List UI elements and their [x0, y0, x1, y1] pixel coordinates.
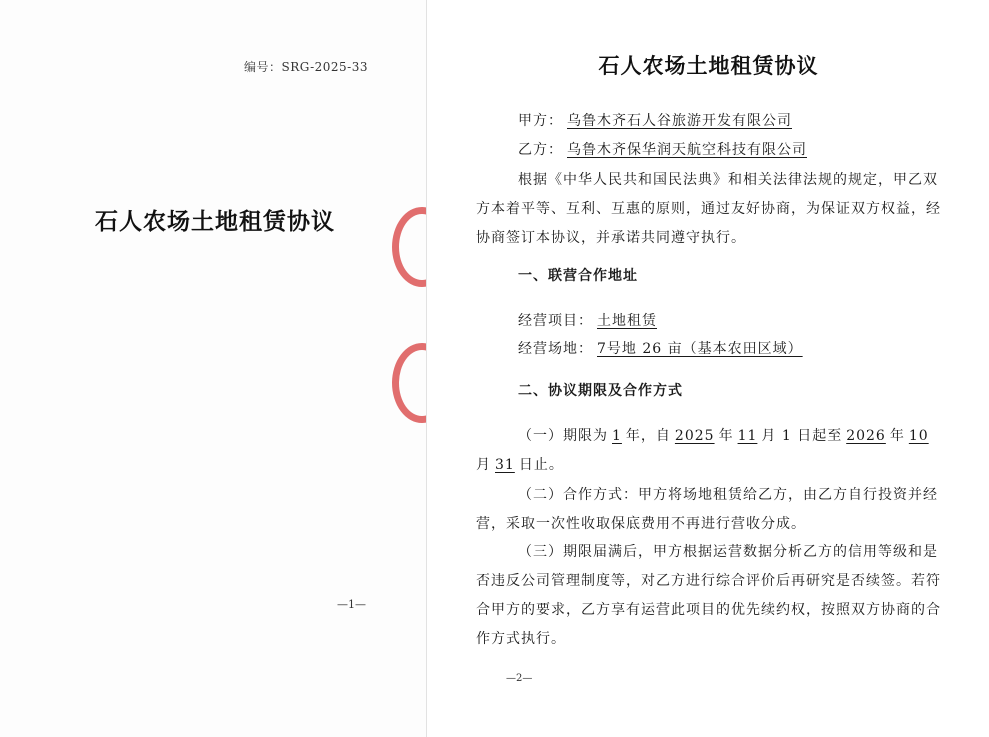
party-a-line: [518, 107, 938, 136]
term-end-year: 2026: [846, 428, 886, 444]
document-number: 编号：SRG-2025-33: [244, 60, 368, 74]
agreement-title: 石人农场土地租赁协议: [598, 53, 819, 78]
clause-3-paragraph: （三）期限届满后，甲方根据运营数据分析乙方的信用等级和是否违反公司管理制度等，对乙方进行综合评价后再研究是否续签。若符合甲方的要求，乙方享有运营此项目的优先续约权，按照双方协商的合作方式执行。: [476, 544, 941, 647]
term-text: 日止。: [518, 457, 564, 473]
term-start-month: 11: [737, 428, 758, 444]
section-heading-1: 一、联营合作地址: [518, 268, 638, 284]
site-value: 7号地 26 亩（基本农田区域）: [597, 341, 803, 357]
term-start-year: 2025: [674, 428, 715, 444]
term-paragraph: [476, 422, 941, 480]
project-label: 经营项目：: [518, 313, 593, 329]
term-text: 年: [718, 428, 734, 444]
site-label: 经营场地：: [518, 341, 593, 357]
term-text: 月 1 日起至: [761, 428, 843, 444]
clause-2-paragraph: （二）合作方式：甲方将场地租赁给乙方，由乙方自行投资并经营，采取一次性收取保底费用不再进行营收分成。: [476, 487, 938, 532]
project-value: 土地租赁: [597, 313, 657, 329]
site-line: [518, 335, 938, 364]
page-number: —2—: [506, 673, 533, 684]
preamble-paragraph: 根据《中华人民共和国民法典》和相关法律法规的规定，甲乙双方本着平等、互利、互惠的原则，通过友好协商，为保证双方权益，经协商签订本协议，并承诺共同遵守执行。: [476, 172, 941, 246]
term-end-month: 10: [908, 428, 929, 444]
party-b-line: [518, 136, 938, 165]
term-text: 月: [476, 457, 491, 473]
party-b-label: 乙方：: [518, 142, 563, 158]
party-b-name: 乌鲁木齐保华润天航空科技有限公司: [567, 142, 807, 158]
document-page-left: [0, 0, 427, 737]
project-line: [518, 307, 938, 336]
party-a-name: 乌鲁木齐石人谷旅游开发有限公司: [567, 113, 792, 129]
term-text: （一）期限为: [518, 428, 608, 444]
term-text: 年，自: [625, 428, 671, 444]
party-a-label: 甲方：: [518, 113, 563, 129]
term-years: 1: [612, 428, 622, 444]
red-seal-stamp: [392, 343, 427, 423]
term-end-day: 31: [495, 457, 515, 473]
red-seal-stamp: [392, 207, 427, 287]
document-page-right: [428, 0, 989, 737]
page-number: —1—: [337, 598, 366, 611]
cover-title: 石人农场土地租赁协议: [95, 208, 335, 235]
section-heading-2: 二、协议期限及合作方式: [518, 383, 683, 399]
term-text: 年: [889, 428, 905, 444]
